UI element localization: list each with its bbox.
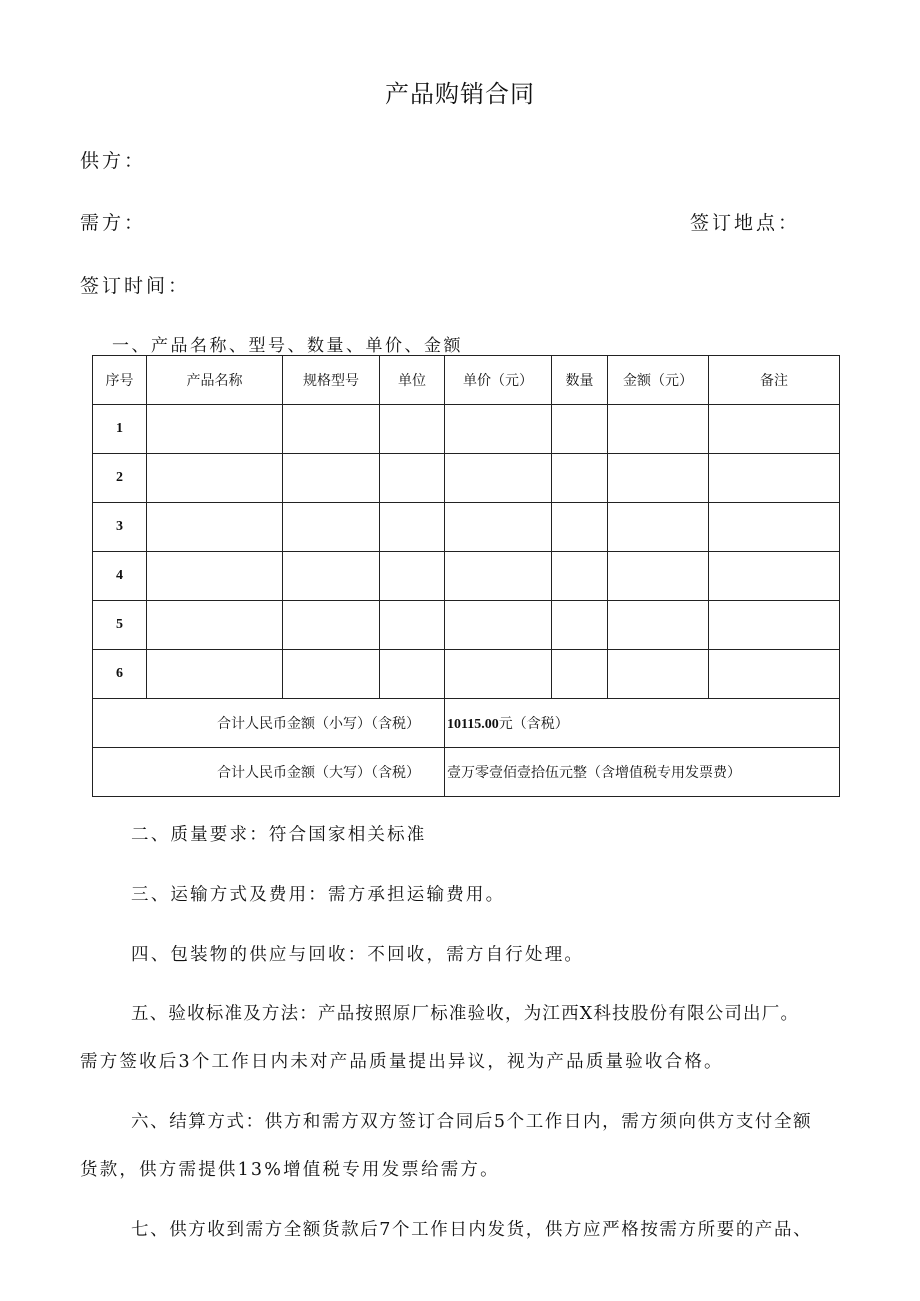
sign-place-label: 签订地点：: [690, 212, 801, 234]
row-number: 2: [93, 454, 147, 503]
clause-transport: 三、运输方式及费用：需方承担运输费用。: [131, 885, 506, 905]
table-cell: [552, 405, 608, 454]
table-cell: [552, 650, 608, 699]
table-cell: [283, 650, 380, 699]
table-cell: [552, 503, 608, 552]
table-cell: [709, 601, 840, 650]
table-cell: [380, 454, 445, 503]
table-cell: [380, 552, 445, 601]
total-lower-row: [93, 699, 840, 748]
table-row: [93, 650, 840, 699]
total-lower-suffix: 元（含税）: [498, 716, 569, 732]
row-number: 3: [93, 503, 147, 552]
table-row: [93, 405, 840, 454]
table-cell: [552, 552, 608, 601]
page-title: 产品购销合同: [385, 80, 535, 108]
table-cell: [147, 552, 283, 601]
header-cell: 序号: [93, 356, 147, 405]
table-cell: [709, 454, 840, 503]
supplier-label: 供方：: [80, 150, 147, 172]
clause-quality: 二、质量要求：符合国家相关标准: [131, 825, 427, 845]
table-cell: [608, 503, 709, 552]
table-cell: [380, 405, 445, 454]
row-number: 1: [93, 405, 147, 454]
table-cell: [709, 503, 840, 552]
clause-delivery-line1: 七、供方收到需方全额货款后7个工作日内发货，供方应严格按需方所要的产品、: [131, 1220, 813, 1240]
table-cell: [380, 650, 445, 699]
row-number: 6: [93, 650, 147, 699]
row-number: 4: [93, 552, 147, 601]
total-upper-label: 合计人民币金额（大写）（含税）: [93, 748, 445, 797]
table-cell: [147, 454, 283, 503]
table-cell: [283, 503, 380, 552]
header-cell: 单位: [380, 356, 445, 405]
table-cell: [283, 552, 380, 601]
table-row: [93, 601, 840, 650]
table-cell: [147, 405, 283, 454]
table-cell: [445, 601, 552, 650]
table-cell: [445, 650, 552, 699]
table-row: [93, 454, 840, 503]
table-cell: [283, 405, 380, 454]
table-cell: [380, 503, 445, 552]
table-cell: [445, 405, 552, 454]
table-cell: [608, 454, 709, 503]
product-table: [92, 355, 840, 797]
clause-acceptance-line1: 五、验收标准及方法：产品按照原厂标准验收，为江西X科技股份有限公司出厂。: [131, 1004, 800, 1024]
table-cell: [380, 601, 445, 650]
table-cell: [709, 552, 840, 601]
table-cell: [283, 454, 380, 503]
clause-packaging: 四、包装物的供应与回收：不回收，需方自行处理。: [131, 945, 585, 965]
header-cell: 备注: [709, 356, 840, 405]
table-cell: [552, 454, 608, 503]
table-cell: [445, 454, 552, 503]
header-cell: 数量: [552, 356, 608, 405]
table-cell: [552, 601, 608, 650]
table-cell: [445, 552, 552, 601]
table-cell: [445, 503, 552, 552]
table-row: [93, 503, 840, 552]
table-cell: [147, 650, 283, 699]
sign-time-label: 签订时间：: [80, 275, 191, 297]
table-row: [93, 552, 840, 601]
table-cell: [709, 650, 840, 699]
header-cell: 金额（元）: [608, 356, 709, 405]
clause-settlement-line1: 六、结算方式：供方和需方双方签订合同后5个工作日内，需方须向供方支付全额: [131, 1112, 813, 1132]
table-cell: [608, 405, 709, 454]
total-upper-value: 壹万零壹佰壹拾伍元整（含增值税专用发票费）: [445, 748, 840, 797]
header-cell: 产品名称: [147, 356, 283, 405]
total-upper-row: [93, 748, 840, 797]
header-cell: 规格型号: [283, 356, 380, 405]
table-cell: [608, 601, 709, 650]
table-header-row: [93, 356, 840, 405]
table-cell: [147, 503, 283, 552]
clause-acceptance-line2: 需方签收后3个工作日内未对产品质量提出异议，视为产品质量验收合格。: [80, 1052, 724, 1072]
table-cell: [608, 552, 709, 601]
clause-settlement-line2: 货款，供方需提供13%增值税专用发票给需方。: [80, 1160, 500, 1180]
table-cell: [608, 650, 709, 699]
row-number: 5: [93, 601, 147, 650]
total-lower-amount: 10115.00: [447, 717, 499, 732]
section1-heading: 一、产品名称、型号、数量、单价、金额: [112, 336, 463, 356]
table-cell: [709, 405, 840, 454]
total-lower-value: [445, 699, 840, 748]
buyer-label: 需方：: [80, 212, 147, 234]
total-lower-label: 合计人民币金额（小写）（含税）: [93, 699, 445, 748]
header-cell: 单价（元）: [445, 356, 552, 405]
table-cell: [283, 601, 380, 650]
table-cell: [147, 601, 283, 650]
